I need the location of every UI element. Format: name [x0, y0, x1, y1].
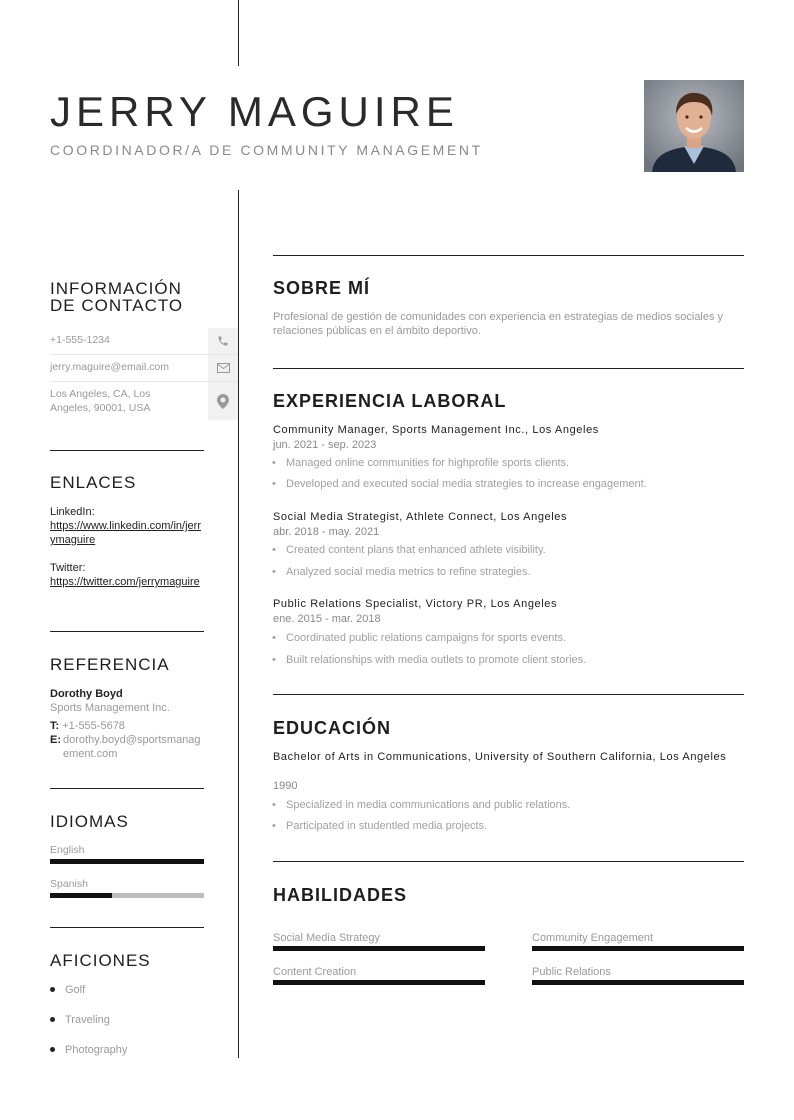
languages-separator	[50, 788, 204, 789]
reference-separator	[50, 631, 204, 632]
languages-heading: IDIOMAS	[50, 812, 129, 831]
reference-company: Sports Management Inc.	[50, 702, 170, 714]
twitter-label: Twitter:	[50, 562, 86, 574]
links-separator	[50, 450, 204, 451]
language-name: Spanish	[50, 878, 88, 890]
experience-heading: EXPERIENCIA LABORAL	[273, 391, 507, 411]
contact-heading-line2: DE CONTACTO	[50, 296, 184, 315]
language-level-fill	[50, 859, 204, 864]
reference-name: Dorothy Boyd	[50, 688, 123, 700]
job-bullet	[273, 456, 743, 470]
column-divider-line	[238, 190, 239, 1058]
language-level-fill	[50, 893, 112, 898]
job-bullet-text: • Built relationships with media outlets to promote client stories.	[286, 654, 587, 666]
linkedin-label: LinkedIn:	[50, 506, 95, 518]
education-separator	[273, 694, 744, 695]
job-bullet	[273, 543, 743, 557]
contact-heading-line1: INFORMACIÓN	[50, 279, 182, 298]
map-pin-icon	[208, 382, 238, 420]
job-bullet	[273, 653, 743, 667]
top-divider-line	[238, 0, 239, 66]
job-bullet-text: • Coordinated public relations campaigns for sports events.	[286, 632, 567, 644]
job-bullet	[273, 477, 743, 491]
education-bullet	[273, 798, 743, 812]
skill-name: Social Media Strategy	[273, 932, 380, 944]
candidate-title: COORDINADOR/A DE COMMUNITY MANAGEMENT	[50, 142, 483, 158]
reference-phone: +1-555-5678	[62, 720, 125, 732]
hobby-label: Photography	[65, 1044, 128, 1056]
skill-level-bar	[532, 980, 744, 985]
education-bullet	[273, 819, 743, 833]
contact-heading	[50, 280, 204, 314]
reference-email: dorothy.boyd@sportsmanagement.com	[63, 734, 201, 760]
education-year: 1990	[273, 780, 298, 792]
skills-heading: HABILIDADES	[273, 885, 408, 905]
hobby-item	[50, 983, 85, 997]
job-bullet	[273, 565, 743, 579]
job-title: Social Media Strategist, Athlete Connect, Los Angeles	[273, 511, 568, 523]
reference-email-label: E:	[50, 734, 61, 746]
links-heading: ENLACES	[50, 473, 137, 492]
language-level-bar	[50, 859, 204, 864]
skill-level-bar	[532, 946, 744, 951]
education-heading: EDUCACIÓN	[273, 718, 392, 738]
job-bullet-text: • Developed and executed social media strategies to increase engagement.	[286, 478, 647, 490]
about-text: Profesional de gestión de comunidades con experiencia en estrategias de medios sociales y relaciones públicas en el ámbito deportivo.	[273, 311, 724, 337]
job-bullet-text: • Managed online communities for highprofile sports clients.	[286, 457, 570, 469]
language-name: English	[50, 844, 85, 856]
envelope-icon	[208, 355, 238, 381]
education-bullet-text: • Specialized in media communications and public relations.	[286, 799, 571, 811]
about-separator	[273, 255, 744, 256]
reference-heading: REFERENCIA	[50, 655, 170, 674]
job-bullet	[273, 631, 743, 645]
candidate-name: JERRY MAGUIRE	[50, 88, 459, 135]
contact-phone: +1-555-1234	[50, 334, 110, 346]
job-bullet-text: • Analyzed social media metrics to refine strategies.	[286, 566, 531, 578]
profile-photo	[644, 80, 744, 172]
job-title: Community Manager, Sports Management Inc., Los Angeles	[273, 424, 599, 436]
hobby-label: Golf	[65, 984, 86, 996]
language-level-bar	[50, 893, 204, 898]
education-bullet-text: • Participated in studentled media projects.	[286, 820, 488, 832]
skill-level-bar	[273, 946, 485, 951]
experience-separator	[273, 368, 744, 369]
reference-phone-label: T:	[50, 720, 60, 732]
linkedin-link[interactable]: https://www.linkedin.com/in/jerrymaguire	[50, 520, 201, 546]
skills-separator	[273, 861, 744, 862]
skill-name: Community Engagement	[532, 932, 654, 944]
hobby-item	[50, 1043, 127, 1057]
education-degree: Bachelor of Arts in Communications, University of Southern California, Los Angeles	[273, 751, 727, 763]
skill-level-bar	[273, 980, 485, 985]
job-dates: ene. 2015 - mar. 2018	[273, 613, 381, 625]
hobby-label: Traveling	[65, 1014, 110, 1026]
skill-name: Content Creation	[273, 966, 357, 978]
about-heading: SOBRE MÍ	[273, 278, 371, 298]
hobbies-heading: AFICIONES	[50, 951, 151, 970]
phone-icon	[208, 328, 238, 354]
hobby-item	[50, 1013, 110, 1027]
job-dates: abr. 2018 - may. 2021	[273, 526, 380, 538]
skill-name: Public Relations	[532, 966, 611, 978]
contact-email: jerry.maguire@email.com	[50, 361, 169, 373]
contact-address: Los Angeles, CA, Los Angeles, 90001, USA	[50, 388, 151, 414]
bullet-dot-icon	[50, 987, 55, 992]
twitter-link[interactable]: https://twitter.com/jerrymaguire	[50, 576, 200, 588]
job-title: Public Relations Specialist, Victory PR, Los Angeles	[273, 598, 558, 610]
bullet-dot-icon	[50, 1017, 55, 1022]
hobbies-separator	[50, 927, 204, 928]
job-dates: jun. 2021 - sep. 2023	[273, 439, 377, 451]
job-bullet-text: • Created content plans that enhanced athlete visibility.	[286, 544, 546, 556]
bullet-dot-icon	[50, 1047, 55, 1052]
